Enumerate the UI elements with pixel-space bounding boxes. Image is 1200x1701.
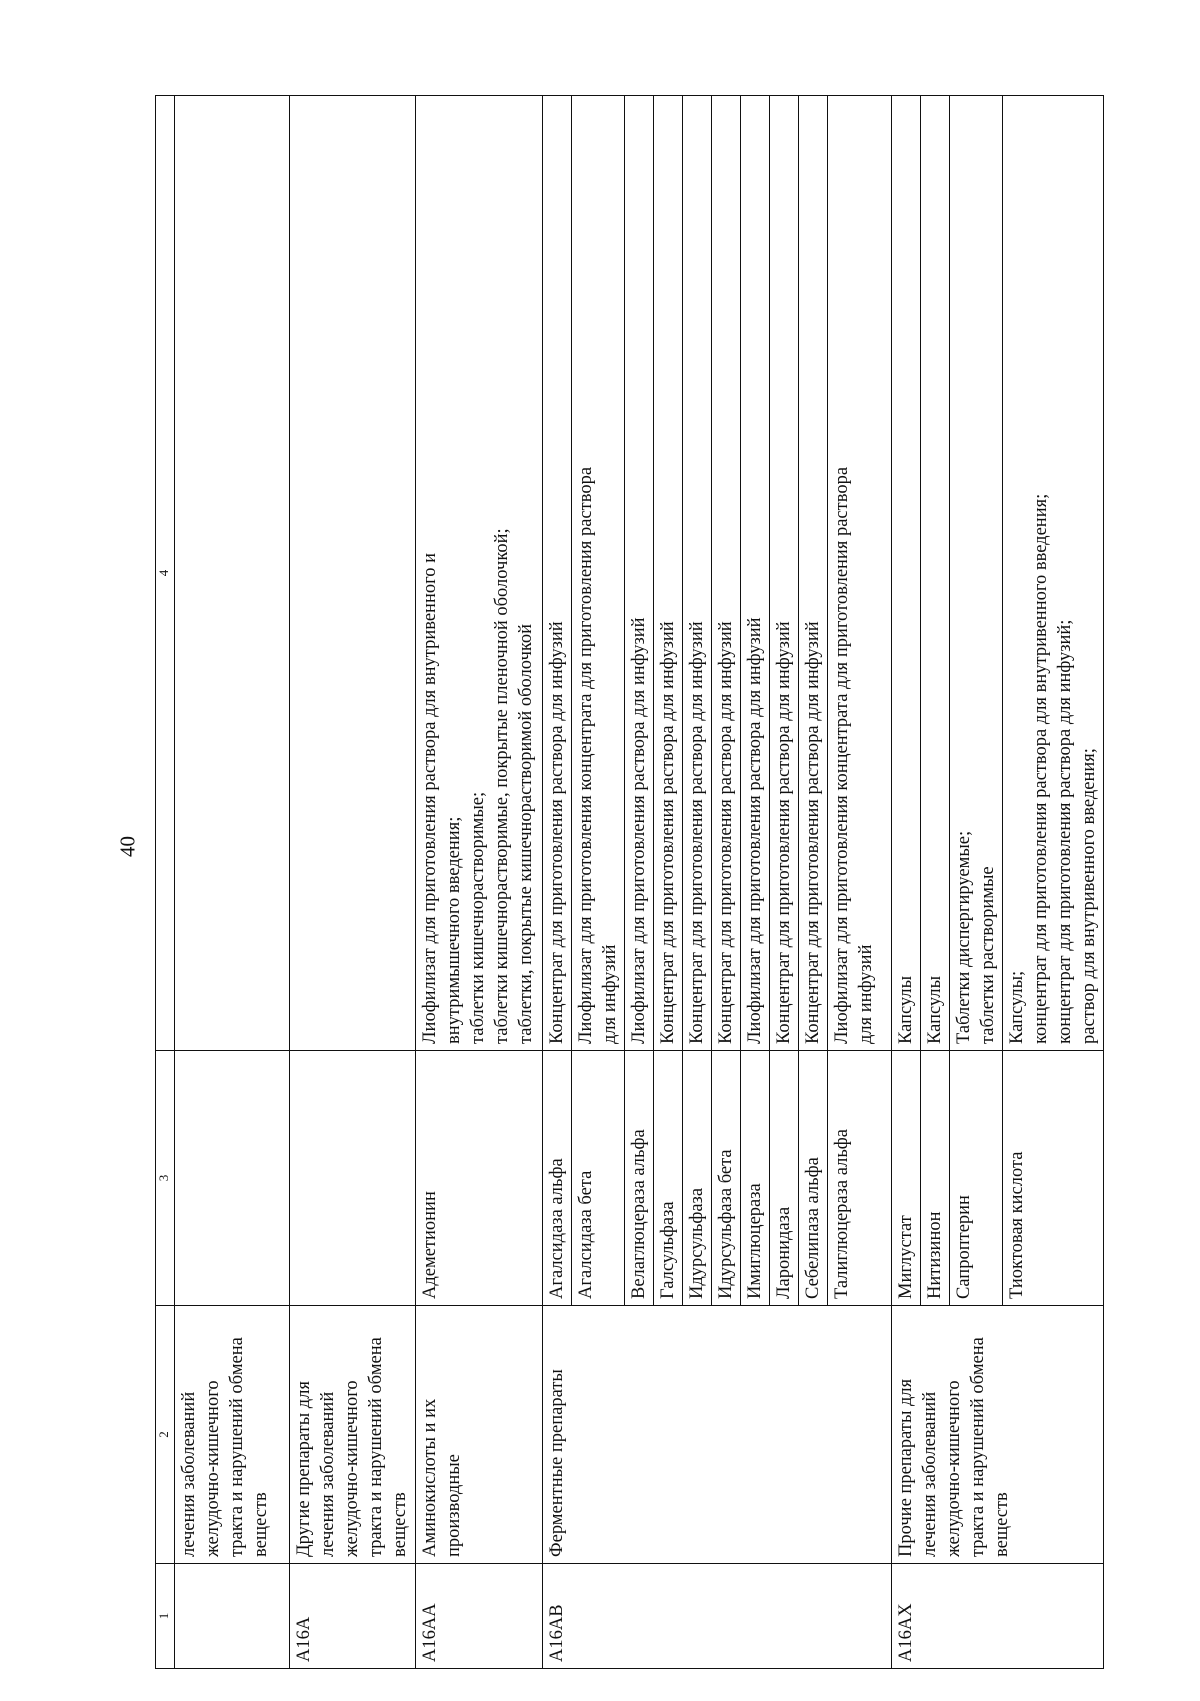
dosage-form: Лиофилизат для приготовления раствора для внутривенного и внутримышечного введения; таблетки кишечнорастворимые; таблетки кишечнорастворимые, покрытые пленочной оболочкой; таблетки, покрытые кишечнорастворимой оболочкой — [416, 96, 543, 1051]
table-row — [892, 96, 921, 1669]
table-row — [416, 96, 543, 1669]
drug-name: Велаглюцераза альфа — [625, 1051, 654, 1306]
atc-code: A16AA — [416, 1564, 543, 1669]
table-row — [290, 96, 416, 1669]
group-name: Ферментные препараты — [543, 1306, 892, 1564]
drug-name: Нитизинон — [921, 1051, 950, 1306]
drug-name: Идурсульфаза бета — [712, 1051, 741, 1306]
dosage-form: Концентрат для приготовления раствора для инфузий — [683, 96, 712, 1051]
dosage-form: Лиофилизат для приготовления концентрата для приготовления раствора для инфузий — [572, 96, 625, 1051]
atc-code: A16AB — [543, 1564, 892, 1669]
dosage-form: Концентрат для приготовления раствора для инфузий — [654, 96, 683, 1051]
atc-code: A16A — [290, 1564, 416, 1669]
dosage-form: Лиофилизат для приготовления раствора для инфузий — [741, 96, 770, 1051]
drug-name: Агалсидаза бета — [572, 1051, 625, 1306]
header-col-1: 1 — [156, 1564, 175, 1669]
dosage-form: Концентрат для приготовления раствора для инфузий — [770, 96, 799, 1051]
drug-name: Адеметионин — [416, 1051, 543, 1306]
medication-table-rotated — [155, 96, 1192, 1669]
dosage-form: Таблетки диспергируемые; таблетки растворимые — [950, 96, 1003, 1051]
header-row — [156, 96, 175, 1669]
dosage-form: Концентрат для приготовления раствора для инфузий — [799, 96, 828, 1051]
drug-name: Галсульфаза — [654, 1051, 683, 1306]
table-row — [543, 96, 572, 1669]
medication-table — [155, 95, 1104, 1669]
dosage-form — [175, 96, 290, 1051]
group-name: Прочие препараты для лечения заболеваний желудочно-кишечного тракта и нарушений обмена веществ — [892, 1306, 1104, 1564]
drug-name: Ларонидаза — [770, 1051, 799, 1306]
drug-name: Себелипаза альфа — [799, 1051, 828, 1306]
header-col-4: 4 — [156, 96, 175, 1051]
drug-name: Имиглюцераза — [741, 1051, 770, 1306]
drug-name: Сапроптерин — [950, 1051, 1003, 1306]
atc-code: A16AX — [892, 1564, 1104, 1669]
dosage-form: Лиофилизат для приготовления раствора для инфузий — [625, 96, 654, 1051]
page-number: 40 — [115, 836, 140, 857]
drug-name: Тиоктовая кислота — [1003, 1051, 1104, 1306]
header-col-3: 3 — [156, 1051, 175, 1306]
dosage-form: Концентрат для приготовления раствора для инфузий — [543, 96, 572, 1051]
dosage-form: Лиофилизат для приготовления концентрата для приготовления раствора для инфузий — [828, 96, 892, 1051]
drug-name: Миглустат — [892, 1051, 921, 1306]
drug-name: Идурсульфаза — [683, 1051, 712, 1306]
dosage-form: Капсулы; концентрат для приготовления раствора для внутривенного введения; концентрат для приготовления раствора для инфузий; раствор для внутривенного введения; — [1003, 96, 1104, 1051]
dosage-form: Капсулы — [921, 96, 950, 1051]
group-name: лечения заболеваний желудочно-кишечного тракта и нарушений обмена веществ — [175, 1306, 290, 1564]
atc-code — [175, 1564, 290, 1669]
table-row — [175, 96, 290, 1669]
group-name: Другие препараты для лечения заболеваний желудочно-кишечного тракта и нарушений обмена веществ — [290, 1306, 416, 1564]
drug-name — [175, 1051, 290, 1306]
drug-name — [290, 1051, 416, 1306]
dosage-form: Капсулы — [892, 96, 921, 1051]
header-col-2: 2 — [156, 1306, 175, 1564]
dosage-form: Концентрат для приготовления раствора для инфузий — [712, 96, 741, 1051]
drug-name: Агалсидаза альфа — [543, 1051, 572, 1306]
group-name: Аминокислоты и их производные — [416, 1306, 543, 1564]
drug-name: Талиглюцераза альфа — [828, 1051, 892, 1306]
dosage-form — [290, 96, 416, 1051]
